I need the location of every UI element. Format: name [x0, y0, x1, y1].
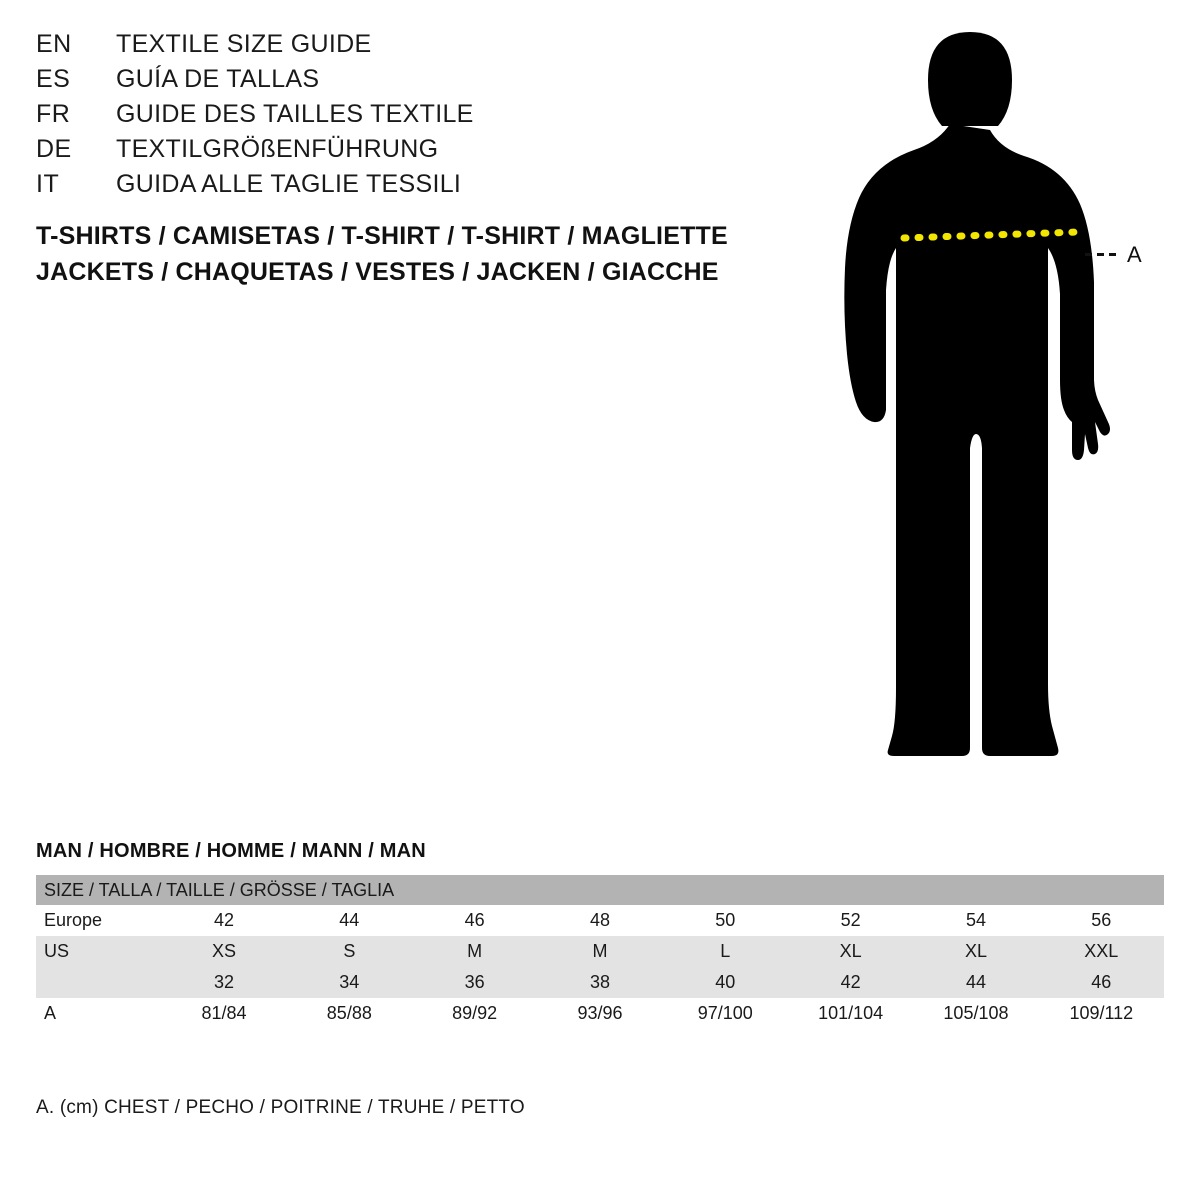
cell: L	[663, 936, 788, 967]
size-table-section	[36, 840, 1164, 1029]
measurement-footnote: A. (cm) CHEST / PECHO / POITRINE / TRUHE / PETTO	[36, 1097, 525, 1118]
cell: 46	[1039, 967, 1164, 998]
language-row	[36, 135, 756, 170]
cell: 40	[663, 967, 788, 998]
cell: 89/92	[412, 998, 537, 1029]
language-title: GUÍA DE TALLAS	[116, 65, 320, 93]
cell: S	[287, 936, 412, 967]
language-title: TEXTILGRÖßENFÜHRUNG	[116, 135, 439, 163]
row-label: US	[36, 936, 161, 967]
garment-category-block	[36, 218, 796, 290]
cell: 54	[913, 905, 1038, 936]
language-code: ES	[36, 65, 71, 93]
language-row	[36, 30, 756, 65]
cell: XL	[913, 936, 1038, 967]
cell: 36	[412, 967, 537, 998]
language-code: DE	[36, 135, 72, 163]
gender-title: MAN / HOMBRE / HOMME / MANN / MAN	[36, 840, 426, 862]
body-figure	[800, 20, 1180, 790]
table-header-label: SIZE / TALLA / TAILLE / GRÖSSE / TAGLIA	[36, 875, 1164, 905]
language-title: GUIDA ALLE TAGLIE TESSILI	[116, 170, 462, 198]
language-title: GUIDE DES TAILLES TEXTILE	[116, 100, 474, 128]
size-table	[36, 875, 1164, 1029]
table-row	[36, 967, 1164, 998]
measure-label-a: A	[1127, 242, 1142, 267]
table-header-row	[36, 875, 1164, 905]
cell: 85/88	[287, 998, 412, 1029]
language-row	[36, 170, 756, 205]
cell: 52	[788, 905, 913, 936]
cell: 50	[663, 905, 788, 936]
table-row	[36, 936, 1164, 967]
cell: 44	[913, 967, 1038, 998]
language-code: EN	[36, 30, 72, 58]
cell: XL	[788, 936, 913, 967]
male-silhouette-icon	[800, 20, 1180, 790]
category-jackets: JACKETS / CHAQUETAS / VESTES / JACKEN / GIACCHE	[36, 258, 719, 286]
row-label: A	[36, 998, 161, 1029]
language-row	[36, 65, 756, 100]
language-header-block	[36, 30, 756, 205]
table-row	[36, 998, 1164, 1029]
cell: 97/100	[663, 998, 788, 1029]
cell: 42	[788, 967, 913, 998]
language-code: FR	[36, 100, 71, 128]
cell: XS	[161, 936, 286, 967]
cell: 38	[537, 967, 662, 998]
cell: XXL	[1039, 936, 1164, 967]
language-title: TEXTILE SIZE GUIDE	[116, 30, 372, 58]
cell: 81/84	[161, 998, 286, 1029]
cell: 105/108	[913, 998, 1038, 1029]
cell: 93/96	[537, 998, 662, 1029]
language-row	[36, 100, 756, 135]
cell: 32	[161, 967, 286, 998]
cell: 42	[161, 905, 286, 936]
measure-leader-line	[1085, 253, 1121, 256]
cell: 101/104	[788, 998, 913, 1029]
row-label: Europe	[36, 905, 161, 936]
cell: 56	[1039, 905, 1164, 936]
cell: 109/112	[1039, 998, 1164, 1029]
language-code: IT	[36, 170, 60, 198]
cell: M	[537, 936, 662, 967]
cell: 48	[537, 905, 662, 936]
row-label	[36, 967, 161, 998]
cell: M	[412, 936, 537, 967]
cell: 44	[287, 905, 412, 936]
cell: 34	[287, 967, 412, 998]
category-tshirts: T-SHIRTS / CAMISETAS / T-SHIRT / T-SHIRT / MAGLIETTE	[36, 222, 728, 250]
table-row	[36, 905, 1164, 936]
cell: 46	[412, 905, 537, 936]
